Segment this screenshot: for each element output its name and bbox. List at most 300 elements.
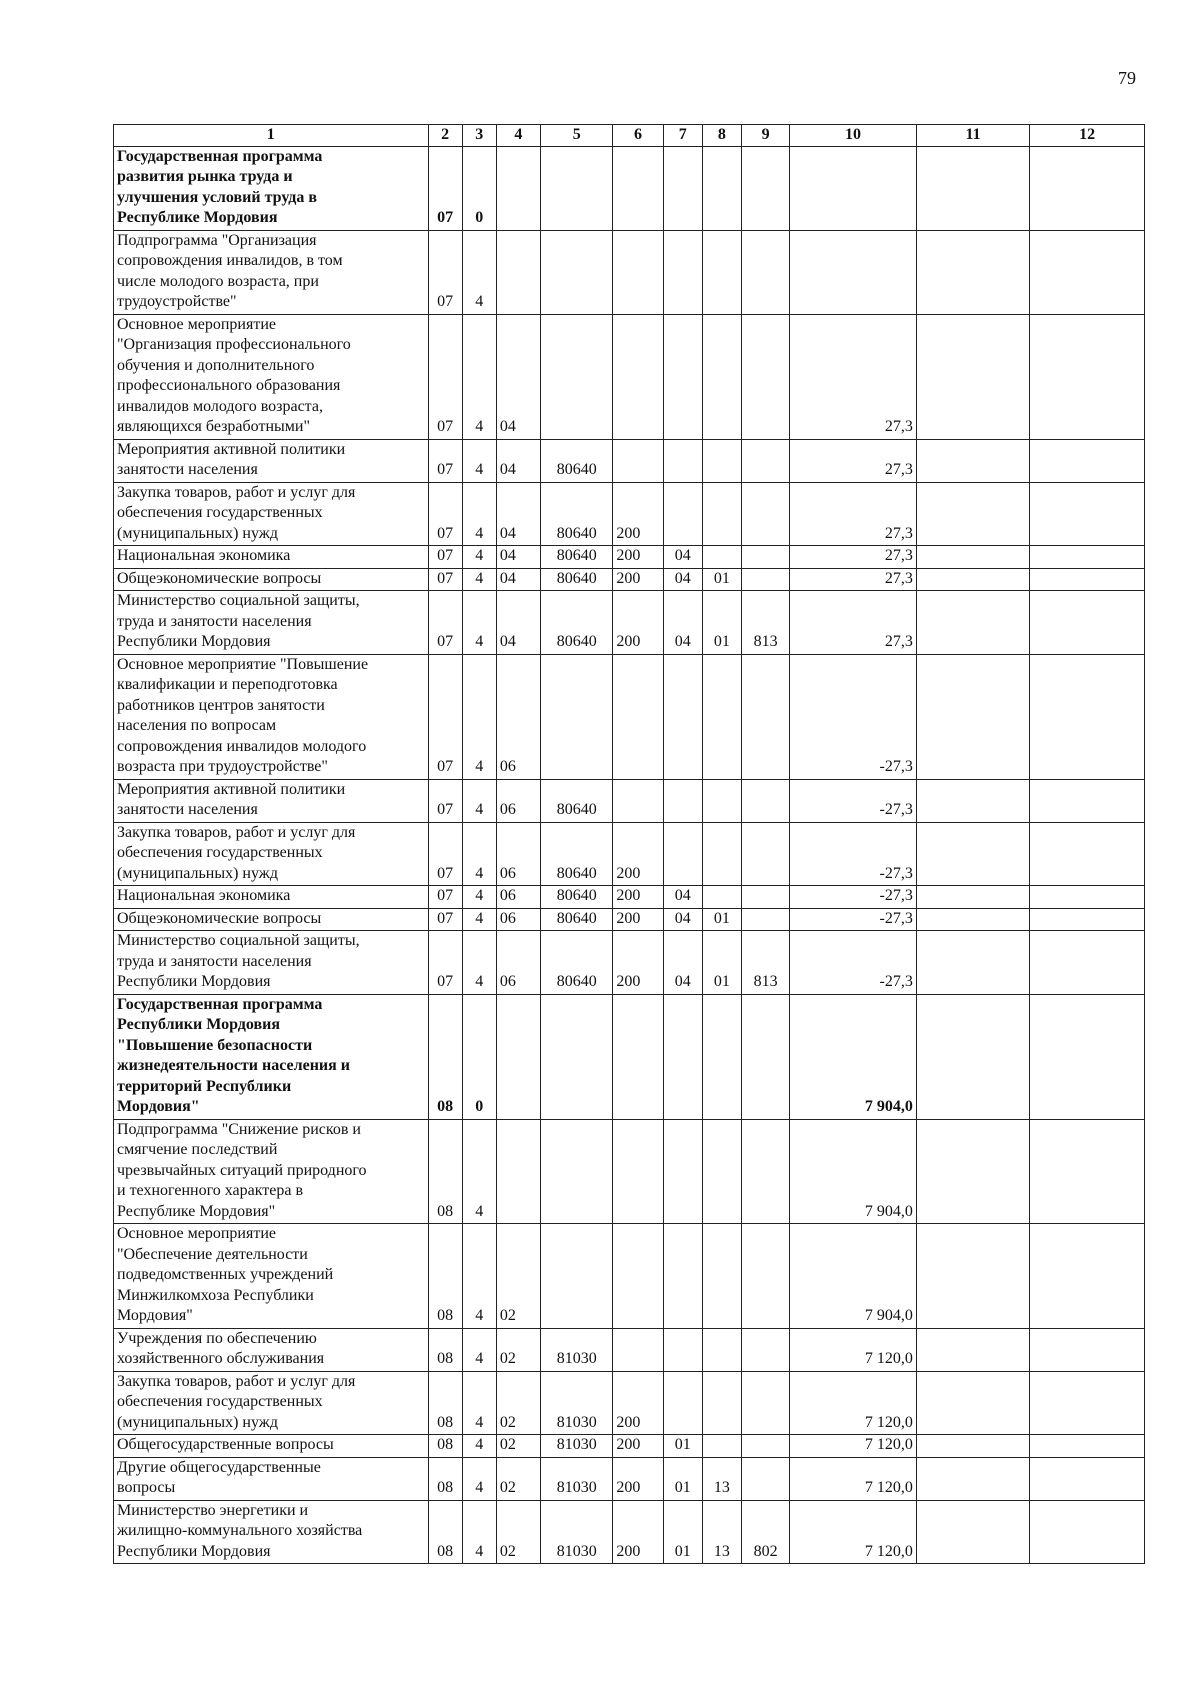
section-code-cell: 07: [428, 908, 462, 931]
column-12-cell: [1030, 994, 1145, 1119]
column-header: 8: [702, 125, 741, 147]
subsection-code-cell: [702, 886, 741, 909]
ministry-code-cell: 813: [741, 591, 789, 655]
subsection-code-cell: 01: [702, 908, 741, 931]
item-name-cell: [114, 1435, 429, 1458]
amount-cell: 27,3: [790, 314, 917, 439]
table-row: [114, 994, 1145, 1119]
column-12-cell: [1030, 546, 1145, 569]
item-name-line: возраста при трудоустройстве": [117, 758, 328, 775]
event-code-cell: [496, 230, 540, 314]
column-12-cell: [1030, 779, 1145, 822]
section-code-cell: 07: [428, 886, 462, 909]
item-name-line: Подпрограмма "Организация: [117, 231, 317, 249]
table-row: [114, 886, 1145, 909]
direction-code-cell: 80640: [541, 931, 613, 995]
table-row: [114, 482, 1145, 546]
column-12-cell: [1030, 230, 1145, 314]
direction-code-cell: 80640: [541, 591, 613, 655]
direction-code-cell: [541, 1224, 613, 1329]
subsection-code-cell: [702, 1119, 741, 1224]
section-code-cell: 07: [428, 568, 462, 591]
column-12-cell: [1030, 886, 1145, 909]
subsection-code-cell: [702, 546, 741, 569]
column-12-cell: [1030, 1435, 1145, 1458]
subsection-code-cell: [702, 822, 741, 886]
subsection-code-cell: [702, 779, 741, 822]
direction-code-cell: 80640: [541, 439, 613, 482]
section-code-cell: 07: [428, 931, 462, 995]
event-code-cell: 02: [496, 1328, 540, 1371]
item-name-cell: [114, 779, 429, 822]
item-name-line: населения по вопросам: [117, 717, 277, 734]
subsection-code-cell: 01: [702, 591, 741, 655]
event-code-cell: 06: [496, 779, 540, 822]
item-name-line: Государственная программа: [117, 995, 323, 1013]
item-name-cell: [114, 822, 429, 886]
column-11-cell: [916, 1500, 1030, 1564]
column-11-cell: [916, 779, 1030, 822]
item-name-line: являющихся безработными": [117, 418, 310, 435]
item-name-line: работников центров занятости: [117, 696, 325, 714]
subprogram-code-cell: 4: [462, 1119, 496, 1224]
subsection-code-cell: [702, 1224, 741, 1329]
budget-table: [113, 124, 1145, 1564]
chapter-code-cell: [663, 314, 702, 439]
expense-type-cell: 200: [613, 1457, 663, 1500]
item-name-cell: [114, 591, 429, 655]
section-code-cell: 07: [428, 314, 462, 439]
item-name-line: Республике Мордовия: [117, 209, 278, 226]
item-name-line: обеспечения государственных: [117, 504, 323, 521]
direction-code-cell: 81030: [541, 1328, 613, 1371]
table-row: [114, 439, 1145, 482]
column-header: 11: [916, 125, 1030, 147]
chapter-code-cell: 01: [663, 1435, 702, 1458]
table-row: [114, 1435, 1145, 1458]
item-name-line: вопросы: [117, 1479, 176, 1496]
item-name-line: Министерство социальной защиты,: [117, 932, 360, 949]
table-row: [114, 568, 1145, 591]
event-code-cell: 04: [496, 314, 540, 439]
ministry-code-cell: [741, 1371, 789, 1435]
direction-code-cell: [541, 314, 613, 439]
expense-type-cell: [613, 779, 663, 822]
column-11-cell: [916, 546, 1030, 569]
item-name-line: Общегосударственные вопросы: [117, 1436, 334, 1453]
amount-cell: 27,3: [790, 482, 917, 546]
expense-type-cell: 200: [613, 1435, 663, 1458]
event-code-cell: 02: [496, 1224, 540, 1329]
column-11-cell: [916, 908, 1030, 931]
direction-code-cell: [541, 1119, 613, 1224]
section-code-cell: 07: [428, 230, 462, 314]
section-code-cell: 07: [428, 546, 462, 569]
item-name-line: Республики Мордовия: [117, 633, 271, 650]
item-name-line: квалификации и переподготовка: [117, 676, 338, 693]
section-code-cell: 07: [428, 482, 462, 546]
section-code-cell: 07: [428, 146, 462, 230]
column-11-cell: [916, 1457, 1030, 1500]
event-code-cell: 06: [496, 908, 540, 931]
direction-code-cell: 80640: [541, 822, 613, 886]
item-name-line: занятости населения: [117, 461, 258, 478]
column-12-cell: [1030, 1119, 1145, 1224]
item-name-line: "Повышение безопасности: [117, 1036, 313, 1054]
expense-type-cell: 200: [613, 908, 663, 931]
subprogram-code-cell: 4: [462, 230, 496, 314]
item-name-line: улучшения условий труда в: [117, 188, 318, 206]
expense-type-cell: 200: [613, 546, 663, 569]
item-name-line: занятости населения: [117, 801, 258, 818]
expense-type-cell: 200: [613, 822, 663, 886]
table-row: [114, 230, 1145, 314]
ministry-code-cell: [741, 1457, 789, 1500]
item-name-line: Основное мероприятие "Повышение: [117, 655, 369, 673]
item-name-line: Учреждения по обеспечению: [117, 1329, 317, 1347]
column-12-cell: [1030, 1500, 1145, 1564]
subsection-code-cell: 13: [702, 1500, 741, 1564]
column-header: 10: [790, 125, 917, 147]
amount-cell: -27,3: [790, 908, 917, 931]
item-name-line: Мероприятия активной политики: [117, 780, 346, 798]
item-name-cell: [114, 654, 429, 779]
item-name-line: Мордовия": [117, 1307, 193, 1324]
item-name-line: Закупка товаров, работ и услуг для: [117, 823, 356, 841]
column-header: 7: [663, 125, 702, 147]
ministry-code-cell: [741, 886, 789, 909]
expense-type-cell: 200: [613, 1371, 663, 1435]
direction-code-cell: 80640: [541, 908, 613, 931]
subprogram-code-cell: 4: [462, 439, 496, 482]
chapter-code-cell: 04: [663, 568, 702, 591]
expense-type-cell: [613, 994, 663, 1119]
column-11-cell: [916, 230, 1030, 314]
event-code-cell: 06: [496, 886, 540, 909]
subprogram-code-cell: 4: [462, 1371, 496, 1435]
subsection-code-cell: 01: [702, 568, 741, 591]
table-row: [114, 654, 1145, 779]
table-row: [114, 1119, 1145, 1224]
item-name-line: Республике Мордовия": [117, 1202, 276, 1220]
item-name-line: (муниципальных) нужд: [117, 1413, 278, 1431]
column-11-cell: [916, 1119, 1030, 1224]
section-code-cell: 07: [428, 654, 462, 779]
event-code-cell: 02: [496, 1500, 540, 1564]
subprogram-code-cell: 4: [462, 314, 496, 439]
subprogram-code-cell: 4: [462, 1224, 496, 1329]
table-row: [114, 1457, 1145, 1500]
column-11-cell: [916, 1224, 1030, 1329]
item-name-cell: [114, 931, 429, 995]
ministry-code-cell: [741, 779, 789, 822]
column-11-cell: [916, 886, 1030, 909]
direction-code-cell: 81030: [541, 1500, 613, 1564]
page-number: 79: [1118, 68, 1136, 88]
item-name-line: Министерство социальной защиты,: [117, 592, 360, 609]
item-name-cell: [114, 439, 429, 482]
item-name-line: Минжилкомхоза Республики: [117, 1286, 314, 1304]
item-name-cell: [114, 568, 429, 591]
chapter-code-cell: [663, 1119, 702, 1224]
table-row: [114, 1224, 1145, 1329]
direction-code-cell: 80640: [541, 482, 613, 546]
item-name-line: Закупка товаров, работ и услуг для: [117, 1372, 356, 1390]
chapter-code-cell: [663, 482, 702, 546]
ministry-code-cell: [741, 822, 789, 886]
expense-type-cell: 200: [613, 591, 663, 655]
amount-cell: 7 120,0: [790, 1457, 917, 1500]
amount-cell: 7 120,0: [790, 1328, 917, 1371]
item-name-line: Республики Мордовия: [117, 1542, 271, 1560]
column-12-cell: [1030, 439, 1145, 482]
event-code-cell: 04: [496, 591, 540, 655]
item-name-line: сопровождения инвалидов молодого: [117, 737, 367, 755]
column-12-cell: [1030, 591, 1145, 655]
item-name-line: смягчение последствий: [117, 1141, 278, 1158]
expense-type-cell: [613, 230, 663, 314]
direction-code-cell: 80640: [541, 546, 613, 569]
item-name-line: Подпрограмма "Снижение рисков и: [117, 1120, 361, 1138]
ministry-code-cell: [741, 230, 789, 314]
subsection-code-cell: [702, 146, 741, 230]
column-11-cell: [916, 314, 1030, 439]
amount-cell: -27,3: [790, 931, 917, 995]
item-name-line: Общеэкономические вопросы: [117, 909, 322, 927]
column-12-cell: [1030, 1371, 1145, 1435]
ministry-code-cell: [741, 1224, 789, 1329]
subsection-code-cell: [702, 439, 741, 482]
column-11-cell: [916, 654, 1030, 779]
item-name-cell: [114, 482, 429, 546]
expense-type-cell: [613, 146, 663, 230]
direction-code-cell: 80640: [541, 779, 613, 822]
subsection-code-cell: [702, 1328, 741, 1371]
expense-type-cell: [613, 1224, 663, 1329]
subprogram-code-cell: 4: [462, 1500, 496, 1564]
expense-type-cell: 200: [613, 482, 663, 546]
direction-code-cell: 80640: [541, 886, 613, 909]
event-code-cell: 02: [496, 1457, 540, 1500]
item-name-line: Республики Мордовия: [117, 973, 271, 990]
ministry-code-cell: [741, 654, 789, 779]
amount-cell: 7 120,0: [790, 1371, 917, 1435]
item-name-cell: [114, 314, 429, 439]
amount-cell: 27,3: [790, 568, 917, 591]
item-name-cell: [114, 1119, 429, 1224]
subprogram-code-cell: 4: [462, 1435, 496, 1458]
table-body: [114, 125, 1145, 1564]
section-code-cell: 08: [428, 1435, 462, 1458]
item-name-line: территорий Республики: [117, 1077, 292, 1095]
table-row: [114, 1500, 1145, 1564]
amount-cell: [790, 230, 917, 314]
table-header-row: [114, 125, 1145, 147]
amount-cell: -27,3: [790, 779, 917, 822]
chapter-code-cell: 04: [663, 931, 702, 995]
table-row: [114, 822, 1145, 886]
section-code-cell: 08: [428, 1224, 462, 1329]
expense-type-cell: 200: [613, 568, 663, 591]
section-code-cell: 08: [428, 1500, 462, 1564]
expense-type-cell: [613, 439, 663, 482]
item-name-cell: [114, 1457, 429, 1500]
column-12-cell: [1030, 314, 1145, 439]
column-11-cell: [916, 482, 1030, 546]
event-code-cell: 04: [496, 546, 540, 569]
section-code-cell: 08: [428, 1457, 462, 1500]
item-name-line: жилищно-коммунального хозяйства: [117, 1522, 363, 1539]
table-row: [114, 591, 1145, 655]
ministry-code-cell: [741, 1328, 789, 1371]
expense-type-cell: 200: [613, 1500, 663, 1564]
chapter-code-cell: [663, 230, 702, 314]
amount-cell: 27,3: [790, 439, 917, 482]
amount-cell: 7 120,0: [790, 1435, 917, 1458]
section-code-cell: 08: [428, 1119, 462, 1224]
column-header: 6: [613, 125, 663, 147]
item-name-cell: [114, 886, 429, 909]
subsection-code-cell: 13: [702, 1457, 741, 1500]
event-code-cell: 06: [496, 931, 540, 995]
item-name-line: Мордовия": [117, 1098, 200, 1115]
column-11-cell: [916, 591, 1030, 655]
event-code-cell: 04: [496, 482, 540, 546]
subprogram-code-cell: 4: [462, 1328, 496, 1371]
item-name-cell: [114, 230, 429, 314]
subsection-code-cell: [702, 1371, 741, 1435]
section-code-cell: 07: [428, 779, 462, 822]
amount-cell: 7 904,0: [790, 994, 917, 1119]
direction-code-cell: 80640: [541, 568, 613, 591]
expense-type-cell: [613, 654, 663, 779]
ministry-code-cell: [741, 568, 789, 591]
column-header: 5: [541, 125, 613, 147]
item-name-line: подведомственных учреждений: [117, 1266, 334, 1283]
event-code-cell: [496, 994, 540, 1119]
column-11-cell: [916, 931, 1030, 995]
expense-type-cell: 200: [613, 886, 663, 909]
amount-cell: [790, 146, 917, 230]
item-name-line: Основное мероприятие: [117, 1225, 276, 1242]
item-name-line: профессионального образования: [117, 377, 341, 394]
event-code-cell: 02: [496, 1435, 540, 1458]
subsection-code-cell: [702, 482, 741, 546]
table-row: [114, 1328, 1145, 1371]
chapter-code-cell: [663, 1328, 702, 1371]
table-row: [114, 546, 1145, 569]
item-name-line: Мероприятия активной политики: [117, 440, 346, 458]
column-12-cell: [1030, 822, 1145, 886]
item-name-cell: [114, 546, 429, 569]
column-12-cell: [1030, 146, 1145, 230]
chapter-code-cell: [663, 1371, 702, 1435]
section-code-cell: 08: [428, 1371, 462, 1435]
item-name-line: хозяйственного обслуживания: [117, 1350, 325, 1367]
section-code-cell: 07: [428, 439, 462, 482]
chapter-code-cell: 04: [663, 886, 702, 909]
column-11-cell: [916, 1435, 1030, 1458]
ministry-code-cell: [741, 1435, 789, 1458]
chapter-code-cell: 01: [663, 1457, 702, 1500]
column-11-cell: [916, 146, 1030, 230]
ministry-code-cell: [741, 314, 789, 439]
column-header: 3: [462, 125, 496, 147]
item-name-line: трудоустройстве": [117, 293, 237, 310]
ministry-code-cell: [741, 994, 789, 1119]
event-code-cell: 02: [496, 1371, 540, 1435]
subsection-code-cell: [702, 230, 741, 314]
chapter-code-cell: [663, 654, 702, 779]
event-code-cell: 04: [496, 568, 540, 591]
ministry-code-cell: [741, 146, 789, 230]
column-header: 2: [428, 125, 462, 147]
section-code-cell: 07: [428, 822, 462, 886]
event-code-cell: 06: [496, 822, 540, 886]
event-code-cell: 06: [496, 654, 540, 779]
chapter-code-cell: [663, 822, 702, 886]
subprogram-code-cell: 4: [462, 908, 496, 931]
column-header: 1: [114, 125, 429, 147]
column-11-cell: [916, 994, 1030, 1119]
item-name-line: Национальная экономика: [117, 547, 291, 564]
column-12-cell: [1030, 931, 1145, 995]
subprogram-code-cell: 4: [462, 1457, 496, 1500]
amount-cell: 27,3: [790, 591, 917, 655]
subprogram-code-cell: 4: [462, 591, 496, 655]
item-name-line: труда и занятости населения: [117, 952, 312, 970]
item-name-line: обеспечения государственных: [117, 844, 323, 861]
table-row: [114, 908, 1145, 931]
subsection-code-cell: 01: [702, 931, 741, 995]
item-name-line: чрезвычайных ситуаций природного: [117, 1161, 367, 1179]
item-name-line: "Организация профессионального: [117, 336, 351, 353]
item-name-line: Закупка товаров, работ и услуг для: [117, 483, 356, 501]
subprogram-code-cell: 0: [462, 146, 496, 230]
item-name-line: труда и занятости населения: [117, 612, 312, 630]
chapter-code-cell: 04: [663, 908, 702, 931]
direction-code-cell: 81030: [541, 1371, 613, 1435]
subsection-code-cell: [702, 654, 741, 779]
item-name-cell: [114, 1224, 429, 1329]
column-11-cell: [916, 439, 1030, 482]
direction-code-cell: [541, 994, 613, 1119]
direction-code-cell: [541, 654, 613, 779]
direction-code-cell: 81030: [541, 1435, 613, 1458]
item-name-line: "Обеспечение деятельности: [117, 1245, 308, 1263]
chapter-code-cell: 04: [663, 591, 702, 655]
subprogram-code-cell: 4: [462, 779, 496, 822]
item-name-cell: [114, 994, 429, 1119]
column-12-cell: [1030, 1224, 1145, 1329]
item-name-line: числе молодого возраста, при: [117, 272, 319, 290]
chapter-code-cell: [663, 994, 702, 1119]
amount-cell: -27,3: [790, 654, 917, 779]
ministry-code-cell: [741, 439, 789, 482]
column-12-cell: [1030, 482, 1145, 546]
column-12-cell: [1030, 568, 1145, 591]
item-name-line: и техногенного характера в: [117, 1182, 304, 1199]
item-name-line: Другие общегосударственные: [117, 1458, 321, 1476]
subprogram-code-cell: 4: [462, 482, 496, 546]
expense-type-cell: [613, 1119, 663, 1224]
amount-cell: 7 904,0: [790, 1224, 917, 1329]
amount-cell: -27,3: [790, 822, 917, 886]
column-12-cell: [1030, 908, 1145, 931]
direction-code-cell: [541, 230, 613, 314]
column-11-cell: [916, 822, 1030, 886]
item-name-cell: [114, 1371, 429, 1435]
